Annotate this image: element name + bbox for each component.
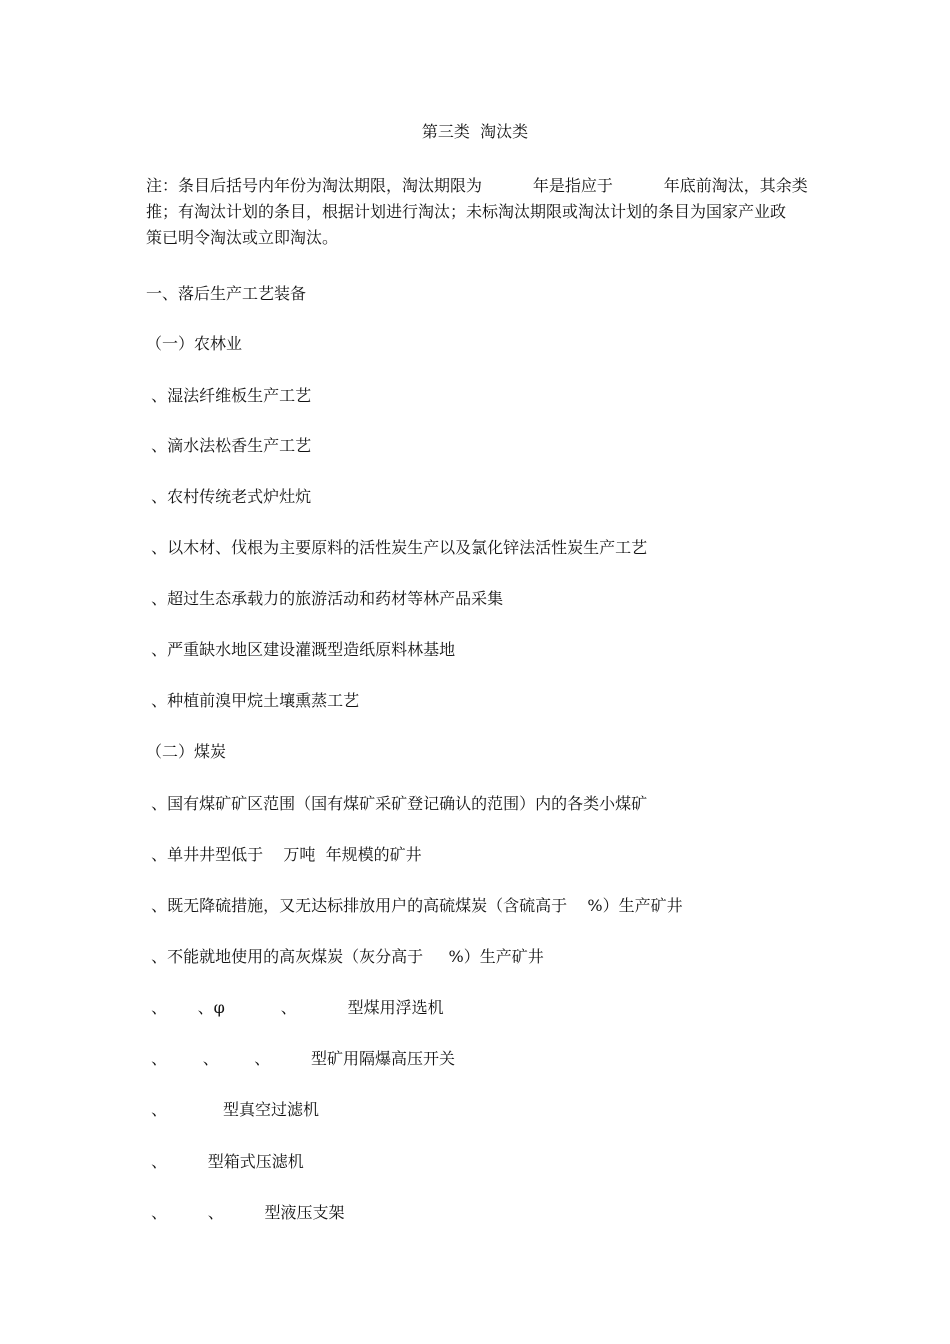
note-line: 推；有淘汰计划的条目，根据计划进行淘汰；未标淘汰期限或淘汰计划的条目为国家产业政	[146, 202, 787, 221]
list-item: 、以木材、伐根为主要原料的活性炭生产以及氯化锌法活性炭生产工艺	[146, 538, 648, 557]
subsection-heading: （一）农林业	[146, 334, 243, 353]
section-heading: 一、落后生产工艺装备	[146, 284, 307, 303]
note-line: 注：条目后括号内年份为淘汰期限，淘汰期限为 年是指应于 年底前淘汰，其余类	[146, 176, 808, 195]
list-item: 、湿法纤维板生产工艺	[146, 386, 312, 405]
list-item: 、滴水法松香生产工艺	[146, 436, 312, 455]
list-item: 、 、φ 、 型煤用浮选机	[146, 998, 444, 1017]
page-title: 第三类 淘汰类	[421, 122, 529, 141]
list-item: 、国有煤矿矿区范围（国有煤矿采矿登记确认的范围）内的各类小煤矿	[146, 794, 648, 813]
list-item: 、超过生态承载力的旅游活动和药材等林产品采集	[146, 589, 504, 608]
list-item: 、严重缺水地区建设灌溉型造纸原料林基地	[146, 640, 456, 659]
list-item: 、 、 型液压支架	[146, 1203, 345, 1222]
list-item: 、 型箱式压滤机	[146, 1152, 304, 1171]
list-item: 、不能就地使用的高灰煤炭（灰分高于 %）生产矿井	[146, 947, 544, 966]
list-item: 、 、 、 型矿用隔爆高压开关	[146, 1049, 455, 1068]
note-paragraph	[146, 173, 816, 251]
list-item: 、农村传统老式炉灶炕	[146, 487, 312, 506]
list-item: 、既无降硫措施，又无达标排放用户的高硫煤炭（含硫高于 %）生产矿井	[146, 896, 683, 915]
list-item: 、单井井型低于 万吨 年规模的矿井	[146, 845, 422, 864]
subsection-heading: （二）煤炭	[146, 742, 227, 761]
note-line: 策已明令淘汰或立即淘汰。	[146, 228, 339, 247]
list-item: 、 型真空过滤机	[146, 1100, 320, 1119]
list-item: 、种植前溴甲烷土壤熏蒸工艺	[146, 691, 360, 710]
